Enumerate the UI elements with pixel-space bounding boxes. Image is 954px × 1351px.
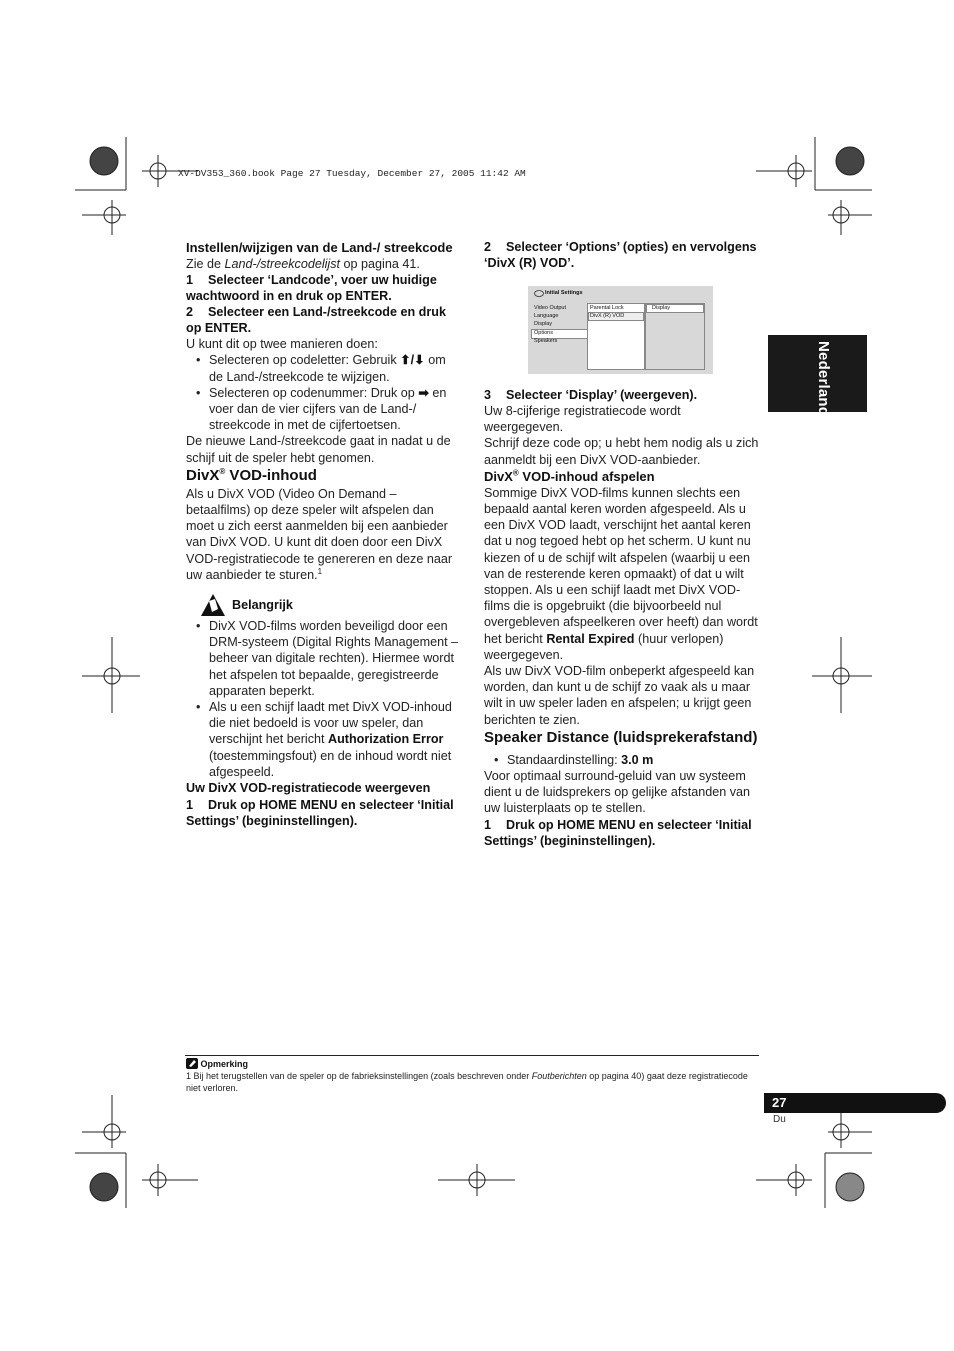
step-1: 1 Selecteer ‘Landcode’, voer uw huidige wachtwoord in en druk op ENTER.	[186, 273, 437, 304]
important-list	[186, 618, 462, 780]
initial-settings-screen	[528, 286, 713, 374]
list-item: • Selecteren op codenummer: Druk op ➡ en voer dan de vier cijfers van de Land-/ streekcode in met de cijfertoetsen.	[186, 385, 462, 434]
osd-title: Initial Settings	[545, 290, 583, 296]
language-side-tab	[768, 335, 867, 425]
left-column	[186, 239, 462, 829]
two-ways-text: U kunt dit op twee manieren doen:	[186, 337, 378, 352]
step-3-desc: Uw 8-cijferige registratiecode wordt weergegeven.	[484, 404, 681, 435]
osd-menu-item: Display	[534, 321, 553, 327]
print-header: XV-DV353_360.book Page 27 Tuesday, December 27, 2005 11:42 AM	[178, 168, 526, 179]
osd-submenu-item: Parental Lock	[590, 305, 624, 311]
note-header	[186, 1058, 760, 1070]
new-code-text: De nieuwe Land-/streekcode gaat in nadat u de schijf uit de speler hebt genomen.	[186, 434, 451, 465]
note-text: 1 Bij het terugstellen van de speler op de fabrieksinstellingen (zoals beschreven onder Foutberichten op pagina 40) gaat deze registratiecode niet verloren.	[186, 1071, 748, 1093]
osd-menu-item: Video Output	[534, 305, 567, 311]
important-box	[186, 597, 462, 780]
play-unlimited: Als uw DivX VOD-film onbeperkt afgespeeld kan worden, dan kunt u de schijf zo vaak als u maar wilt in uw speler laden en afspelen; u krijgt geen berichten te zien.	[484, 664, 755, 727]
show-step-1: 1 Druk op HOME MENU en selecteer ‘Initial Settings’ (begininstellingen).	[186, 798, 454, 829]
divx-intro: Als u DivX VOD (Video On Demand – betaalfilms) op deze speler wilt afspelen dan moet u zich eerst aanmelden bij een aanbieder van DivX VOD. U kunt dit doen door een DivX VOD-registratiecode te genereren en deze naar uw aanbieder te sturen.$^1$	[186, 486, 453, 582]
note-label: Opmerking	[200, 1059, 249, 1069]
heading-play-vod: DivX® VOD-inhoud afspelen	[484, 468, 655, 484]
right-column-cont	[484, 387, 760, 849]
osd-menu-item: Language	[534, 313, 559, 319]
list-item: • Standaardinstelling: 3.0 m	[484, 752, 760, 768]
warning-icon	[200, 593, 226, 617]
list-item: • DivX VOD-films worden beveiligd door een DRM-systeem (Digital Rights Management – beheer van digitale rechten). Hiermee wordt het afspelen tot bepaalde, geregistreerde apparaten beperkt.	[186, 618, 462, 699]
osd-option-panel	[645, 303, 705, 370]
speaker-desc: Voor optimaal surround-geluid van uw systeem dient u de luidsprekers op gelijke afstanden van uw luisterplaats op te stellen.	[484, 769, 751, 816]
important-label: Belangrijk	[232, 598, 293, 613]
play-desc: Sommige DivX VOD-films kunnen slechts een bepaald aantal keren worden afgespeeld. Als u een DivX VOD laadt, verschijnt het aantal keren dat u nog tegoed hebt op het scherm. U kunt nu kiezen of u de schijf wilt afspelen (waarbij u een van de resterende keren opmaakt) of dat u wilt stoppen. Als u een schijf laadt met DivX VOD-films die is opgebruikt (die bijvoorbeeld nul overgebleven afspeelkeren over heeft) dan wordt het bericht Rental Expired (huur verlopen) weergegeven.	[484, 485, 758, 662]
heading-speaker-distance: Speaker Distance (luidsprekerafstand)	[484, 728, 758, 746]
right-column	[484, 239, 760, 271]
footnote-divider	[185, 1055, 759, 1056]
page-number-tab	[764, 1093, 946, 1113]
step-3-display: 3 Selecteer ‘Display’ (weergeven).	[484, 388, 698, 402]
osd-option-item: Display	[652, 305, 671, 311]
list-item: • Selecteren op codeletter: Gebruik ⬆/⬇ om de Land-/streekcode te wijzigen.	[186, 352, 462, 384]
list-item: • Als u een schijf laadt met DivX VOD-inhoud die niet bedoeld is voor uw speler, dan verschijnt het bericht Authorization Error (toestemmingsfout) en de inhoud wordt niet afgespeeld.	[186, 699, 462, 780]
footnote	[186, 1058, 760, 1094]
disc-icon	[534, 290, 544, 297]
right-arrow-icon: ➡	[418, 385, 429, 400]
up-down-arrow-icon: ⬆/⬇	[400, 353, 425, 368]
step-2-options: 2 Selecteer ‘Options’ (opties) en vervolgens ‘DivX (R) VOD’.	[484, 240, 757, 270]
speaker-step-1: 1 Druk op HOME MENU en selecteer ‘Initial Settings’ (begininstellingen).	[484, 817, 752, 848]
osd-menu-item: Speakers	[534, 338, 558, 344]
page-number: 27	[772, 1095, 787, 1110]
note-pencil-icon	[186, 1058, 198, 1069]
step-3-note: Schrijf deze code op; u hebt hem nodig als u zich aanmeldt bij een DivX VOD-aanbieder.	[484, 436, 759, 467]
two-ways-list	[186, 352, 462, 433]
osd-submenu-item: DivX (R) VOD	[590, 313, 625, 319]
heading-divx-vod: DivX® VOD-inhoud	[186, 466, 317, 484]
osd-menu-item: Options	[534, 330, 553, 336]
side-tab-label: Nederlands	[815, 341, 832, 425]
see-reference: Zie de Land-/streekcodelijst op pagina 41.	[186, 257, 420, 271]
language-code: Du	[773, 1114, 786, 1125]
heading-country-code: Instellen/wijzigen van de Land-/ streekcode	[186, 240, 453, 255]
step-2: 2 Selecteer een Land-/streekcode en druk op ENTER.	[186, 305, 446, 336]
heading-show-code: Uw DivX VOD-registratiecode weergeven	[186, 781, 431, 796]
speaker-default-list	[484, 752, 760, 768]
